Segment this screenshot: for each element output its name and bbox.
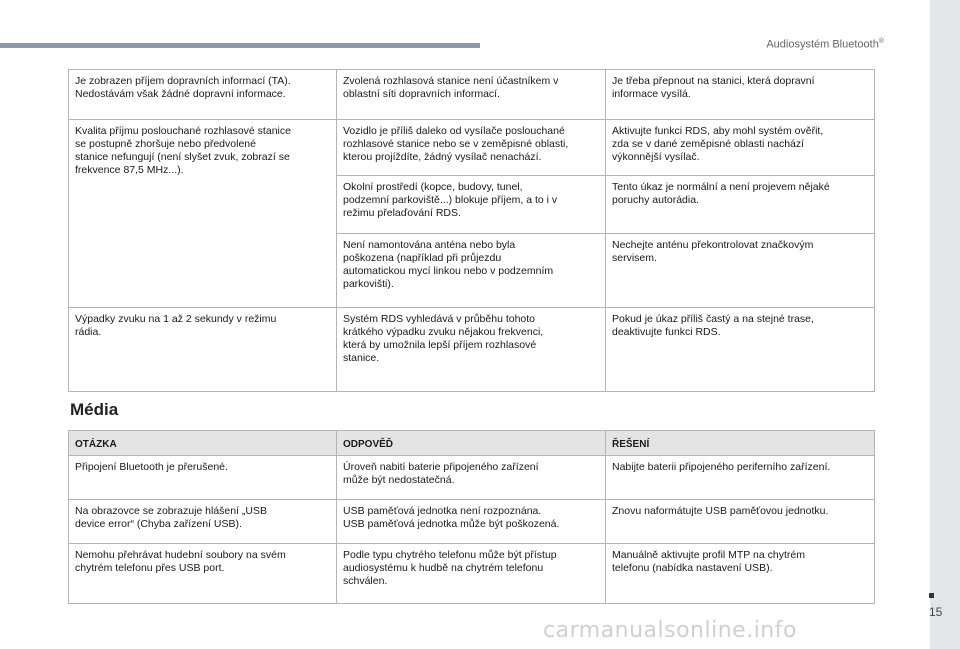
cell-line: deaktivujte funkci RDS.: [612, 326, 721, 338]
cell-line: Je třeba přepnout na stanici, která dopravní: [612, 75, 815, 87]
cell-line: Nechejte anténu překontrolovat značkovým: [612, 239, 814, 251]
cell-line: automatickou mycí linkou nebo v podzemním: [343, 265, 554, 277]
cell-line: krátkého výpadku zvuku nějakou frekvenci,: [343, 326, 544, 338]
cell-line: Nabijte baterii připojeného periferního zařízení.: [612, 461, 831, 473]
cell-line: Nedostávám však žádné dopravní informace.: [75, 88, 286, 100]
cell-line: frekvence 87,5 MHz...).: [75, 164, 184, 176]
table-row: [69, 308, 875, 392]
table-header-row: [69, 431, 875, 456]
section-title: Média: [70, 400, 119, 419]
registered-mark: ®: [878, 38, 884, 45]
cell-line: poškozena (například při průjezdu: [343, 252, 502, 264]
header-bar: [0, 43, 480, 48]
solution-cell: [606, 176, 875, 234]
answer-cell: [337, 456, 606, 500]
header-title-text: Audiosystém Bluetooth: [766, 38, 879, 51]
header-title: [766, 38, 884, 51]
cell-line: device error“ (Chyba zařízení USB).: [75, 518, 242, 530]
cell-line: výkonnější vysílač.: [612, 151, 700, 163]
page-number: 15: [929, 605, 943, 619]
cell-line: Podle typu chytrého telefonu může být přístup: [343, 549, 557, 561]
question-cell: [69, 308, 337, 392]
cell-line: telefonu (nabídka nastavení USB).: [612, 562, 773, 574]
solution-cell: [606, 500, 875, 544]
cell-line: parkovišti).: [343, 278, 394, 290]
solution-cell: [606, 234, 875, 308]
page-sidebar: [930, 0, 960, 649]
answer-cell: [337, 176, 606, 234]
table-row: [69, 544, 875, 604]
cell-line: Pokud je úkaz příliš častý a na stejné trase,: [612, 313, 814, 325]
solution-cell: [606, 70, 875, 120]
question-cell: [69, 456, 337, 500]
solution-cell: [606, 120, 875, 176]
cell-line: Systém RDS vyhledává v průběhu tohoto: [343, 313, 536, 325]
cell-line: Okolní prostředí (kopce, budovy, tunel,: [343, 181, 523, 193]
cell-line: rádia.: [75, 326, 102, 338]
cell-line: Tento úkaz je normální a není projevem nějaké: [612, 181, 830, 193]
answer-cell: [337, 500, 606, 544]
cell-line: chytrém telefonu přes USB port.: [75, 562, 225, 574]
cell-line: Aktivujte funkci RDS, aby mohl systém ověřit,: [612, 125, 824, 137]
cell-line: servisem.: [612, 252, 657, 264]
column-header-answer: ODPOVĚĎ: [337, 431, 606, 456]
cell-line: stanice.: [343, 352, 380, 364]
cell-line: může být nedostatečná.: [343, 474, 455, 486]
troubleshooting-table-media: [68, 430, 875, 604]
table-row: [69, 70, 875, 120]
cell-line: Nemohu přehrávat hudební soubory na svém: [75, 549, 286, 561]
column-header-question: OTÁZKA: [69, 431, 337, 456]
answer-cell: [337, 70, 606, 120]
cell-line: Manuálně aktivujte profil MTP na chytrém: [612, 549, 805, 561]
question-cell: [69, 544, 337, 604]
cell-line: kterou projíždíte, žádný vysílač nenachází.: [343, 151, 542, 163]
troubleshooting-table-radio: [68, 69, 875, 392]
table-row: [69, 120, 875, 176]
column-header-solution: ŘEŠENÍ: [606, 431, 875, 456]
answer-cell: [337, 308, 606, 392]
cell-line: Je zobrazen příjem dopravních informací (TA).: [75, 75, 291, 87]
cell-line: oblastní síti dopravních informací.: [343, 88, 500, 100]
cell-line: Není namontována anténa nebo byla: [343, 239, 516, 251]
watermark: carmanualsonline.info: [543, 618, 797, 643]
cell-line: Na obrazovce se zobrazuje hlášení „USB: [75, 505, 268, 517]
question-cell: [69, 70, 337, 120]
cell-line: se postupně zhoršuje nebo předvolené: [75, 138, 256, 150]
cell-line: stanice nefungují (není slyšet zvuk, zobrazí se: [75, 151, 290, 163]
cell-line: režimu přelaďování RDS.: [343, 207, 461, 219]
cell-line: Výpadky zvuku na 1 až 2 sekundy v režimu: [75, 313, 277, 325]
answer-cell: [337, 234, 606, 308]
answer-cell: [337, 120, 606, 176]
solution-cell: [606, 544, 875, 604]
table-row: [69, 500, 875, 544]
cell-line: schválen.: [343, 575, 388, 587]
cell-line: USB paměťová jednotka není rozpoznána.: [343, 505, 542, 517]
cell-line: audiosystému k hudbě na chytrém telefonu: [343, 562, 544, 574]
cell-line: informace vysílá.: [612, 88, 691, 100]
cell-line: podzemní parkoviště...) blokuje příjem, a to i v: [343, 194, 558, 206]
cell-line: Kvalita příjmu poslouchané rozhlasové stanice: [75, 125, 291, 137]
cell-line: Připojení Bluetooth je přerušené.: [75, 461, 228, 473]
page-marker: [929, 593, 934, 598]
cell-line: poruchy autorádia.: [612, 194, 699, 206]
solution-cell: [606, 456, 875, 500]
cell-line: která by umožnila lepší příjem rozhlasové: [343, 339, 537, 351]
cell-line: Zvolená rozhlasová stanice není účastníkem v: [343, 75, 559, 87]
solution-cell: [606, 308, 875, 392]
table-row: [69, 456, 875, 500]
cell-line: Znovu naformátujte USB paměťovou jednotku.: [612, 505, 829, 517]
cell-line: Úroveň nabití baterie připojeného zařízení: [343, 461, 539, 473]
cell-line: rozhlasové stanice nebo se v zeměpisné oblasti,: [343, 138, 569, 150]
cell-line: USB paměťová jednotka může být poškozená.: [343, 518, 560, 530]
cell-line: zda se v dané zeměpisné oblasti nachází: [612, 138, 805, 150]
question-cell: [69, 500, 337, 544]
question-cell: [69, 120, 337, 308]
answer-cell: [337, 544, 606, 604]
cell-line: Vozidlo je příliš daleko od vysílače poslouchané: [343, 125, 565, 137]
